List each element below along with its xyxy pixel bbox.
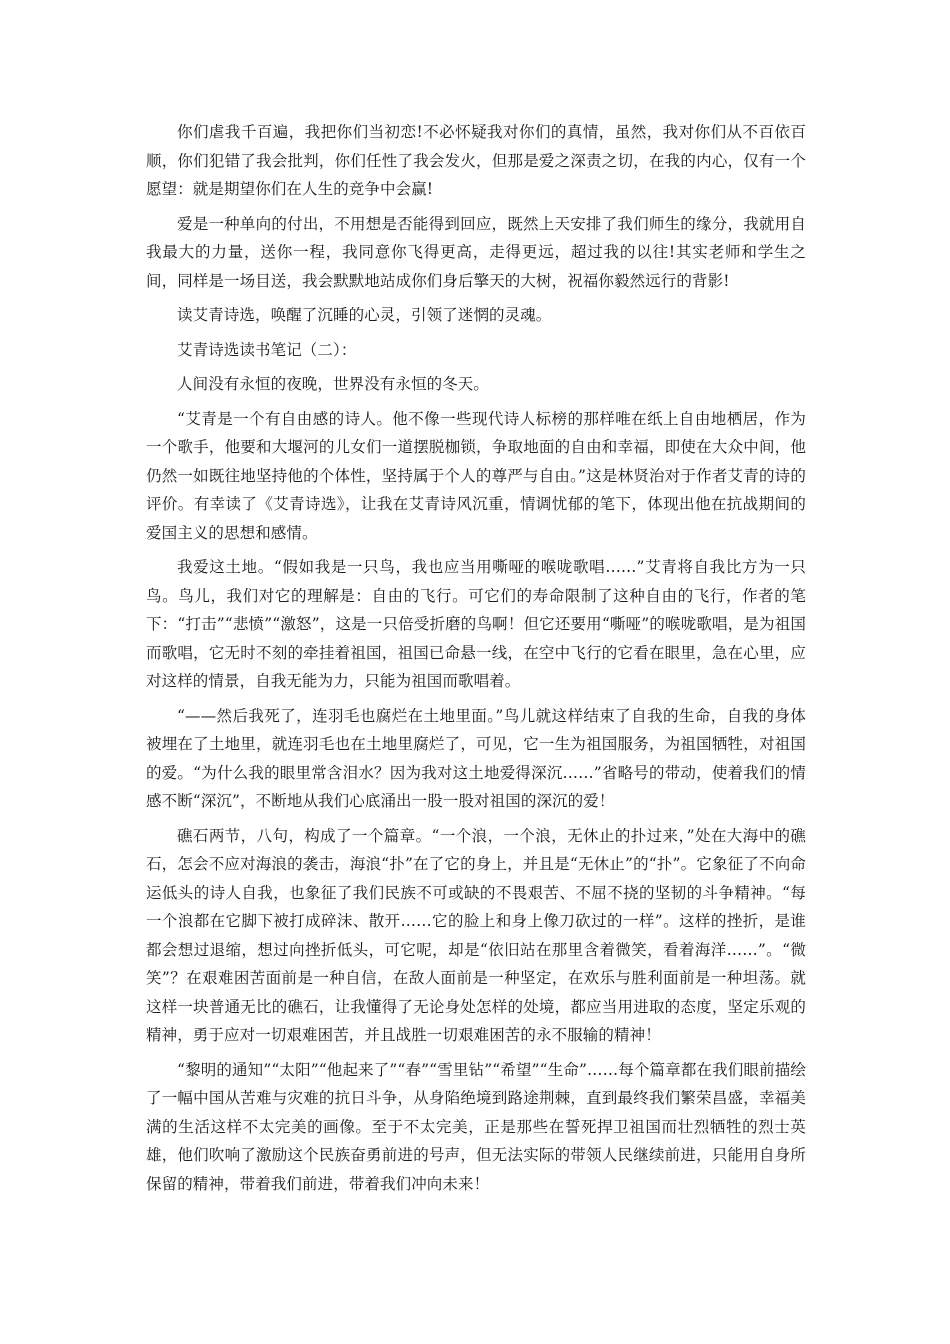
section-heading: 艾青诗选读书笔记（二）： — [177, 340, 357, 359]
paragraph: 我爱这土地。“假如我是一只鸟，我也应当用嘶哑的喉咙歌唱……”艾青将自我比方为一只鸟。鸟儿，我们对它的理解是：自由的飞行。可它们的寿命限制了这种自由的飞行，作者的笔下：“打击”“悲愤”“激怒”，这是一只倍受折磨的鸟啊！但它还要用“嘶哑”的喉咙歌唱，是为祖国而歌唱，它无时不刻的牵挂着祖国，祖国已命悬一线，在空中飞行的它看在眼里，急在心里，应对这样的情景，自我无能为力，只能为祖国而歌唱着。 — [146, 558, 806, 690]
paragraph: 你们虐我千百遍，我把你们当初恋!不必怀疑我对你们的真情，虽然，我对你们从不百依百顺，你们犯错了我会批判，你们任性了我会发火，但那是爱之深责之切，在我的内心，仅有一个愿望：就是期望你们在人生的竞争中会赢! — [146, 123, 806, 198]
paragraph: “黎明的通知”“太阳”“他起来了”“春”“雪里钻”“希望”“生命”……每个篇章都在我们眼前描绘了一幅中国从苦难与灾难的抗日斗争，从身陷绝境到路途荆棘，直到最终我们繁荣昌盛，幸福美满的生活这样不太完美的画像。至于不太完美，正是那些在誓死捍卫祖国而壮烈牺牲的烈士英雄，他们吹响了激励这个民族奋勇前进的号声，但无法实际的带领人民继续前进，只能用自身所保留的精神，带着我们前进，带着我们冲向未来！ — [146, 1060, 806, 1193]
paragraph: “——然后我死了，连羽毛也腐烂在土地里面。”鸟儿就这样结束了自我的生命，自我的身体被埋在了土地里，就连羽毛也在土地里腐烂了，可见，它一生为祖国服务，为祖国牺牲，对祖国的爱。“为什么我的眼里常含泪水？因为我对这土地爱得深沉……”省略号的带动，使着我们的情感不断“深沉”，不断地从我们心底涌出一股一股对祖国的深沉的爱！ — [146, 706, 806, 810]
paragraph: 人间没有永恒的夜晚，世界没有永恒的冬天。 — [177, 375, 490, 393]
paragraph: 礁石两节，八句，构成了一个篇章。“一个浪，一个浪，无休止的扑过来，”处在大海中的礁石，怎会不应对海浪的袭击，海浪“扑”在了它的身上，并且是“无休止”的“扑”。它象征了不向命运低头的诗人自我，也象征了我们民族不可或缺的不畏艰苦、不屈不挠的坚韧的斗争精神。“每一个浪都在它脚下被打成碎沫、散开……它的脸上和身上像刀砍过的一样”。这样的挫折，是谁都会想过退缩，想过向挫折低头，可它呢，却是“依旧站在那里含着微笑，看着海洋……”。“微笑”？在艰难困苦面前是一种自信，在敌人面前是一种坚定，在欢乐与胜利面前是一种坦荡。就这样一块普通无比的礁石，让我懂得了无论身处怎样的处境，都应当用进取的态度，坚定乐观的精神，勇于应对一切艰难困苦，并且战胜一切艰难困苦的永不服输的精神！ — [146, 826, 806, 1044]
paragraph: “艾青是一个有自由感的诗人。他不像一些现代诗人标榜的那样唯在纸上自由地栖居，作为一个歌手，他要和大堰河的儿女们一道摆脱枷锁，争取地面的自由和幸福，即使在大众中间，他仍然一如既往地坚持他的个体性，坚持属于个人的尊严与自由。”这是林贤治对于作者艾青的诗的评价。有幸读了《艾青诗选》，让我在艾青诗风沉重，情调忧郁的笔下，体现出他在抗战期间的爱国主义的思想和感情。 — [146, 409, 806, 542]
paragraph: 爱是一种单向的付出，不用想是否能得到回应，既然上天安排了我们师生的缘分，我就用自我最大的力量，送你一程，我同意你飞得更高，走得更远，超过我的以往!其实老师和学生之间，同样是一场目送，我会默默地站成你们身后擎天的大树，祝福你毅然远行的背影! — [146, 214, 806, 290]
document-body — [146, 118, 806, 1204]
paragraph: 读艾青诗选，唤醒了沉睡的心灵，引领了迷惘的灵魂。 — [177, 306, 552, 324]
